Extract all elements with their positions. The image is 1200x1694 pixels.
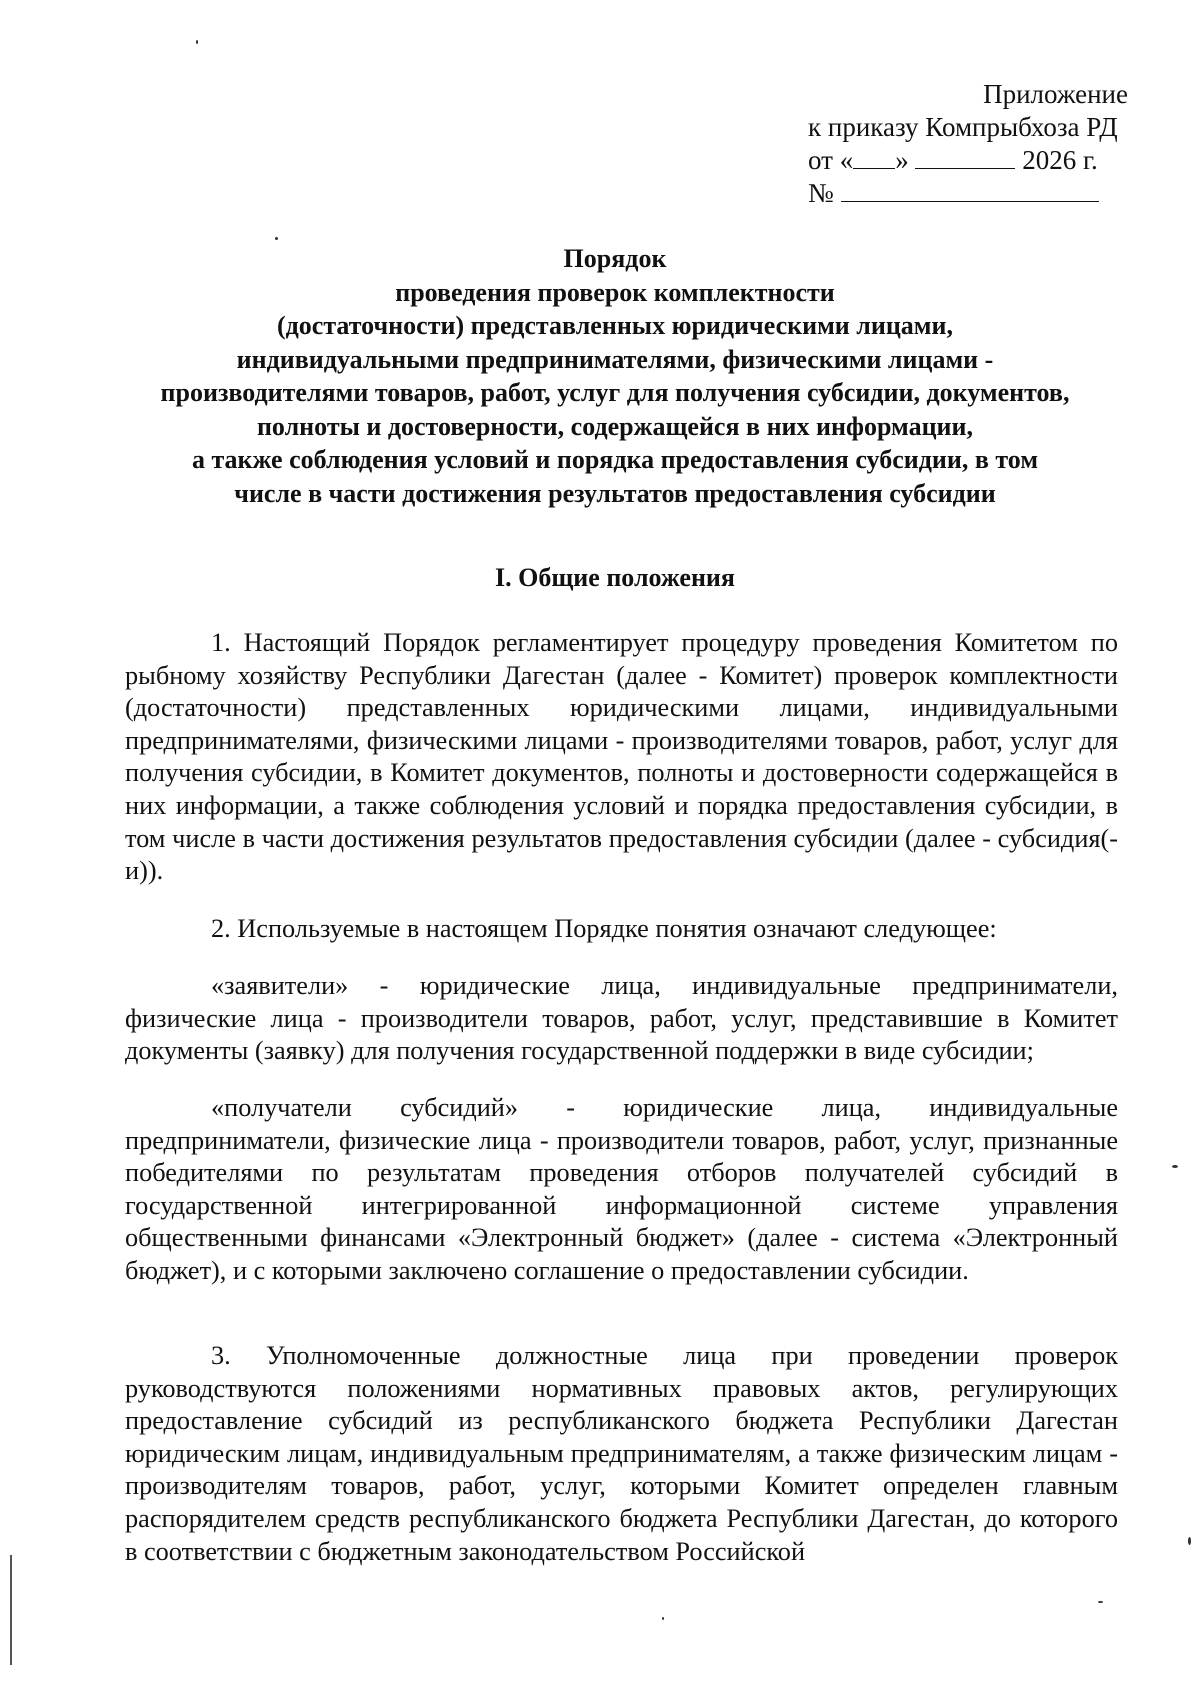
title-line: Порядок bbox=[563, 244, 667, 273]
document-title bbox=[110, 242, 1120, 510]
date-middle: » bbox=[895, 145, 909, 175]
number-blank bbox=[841, 179, 1099, 202]
appendix-header bbox=[808, 78, 1128, 210]
appendix-order-reference: к приказу Компрыбхоза РД bbox=[808, 112, 1118, 142]
month-blank bbox=[915, 146, 1015, 169]
definition-recipients: «получатели субсидий» - юридические лица, индивидуальные предприниматели, физические лица - производители товаров, работ, услуг, признанные победителями по результатам проведения отборов получателей субсидий в государственной интегрированной информационной системе управления общественными финансами «Электронный бюджет» (далее - система «Электронный бюджет), и с которыми заключено соглашение о предоставлении субсидии. bbox=[125, 1093, 1118, 1285]
title-line: проведения проверок комплектности bbox=[395, 277, 835, 307]
title-line: а также соблюдения условий и порядка предоставления субсидии, в том bbox=[191, 445, 1039, 474]
section-heading: I. Общие положения bbox=[495, 563, 735, 592]
appendix-date-line bbox=[808, 144, 1128, 177]
date-prefix: от « bbox=[808, 145, 854, 175]
paragraph-2: 2. Используемые в настоящем Порядке понятия означают следующее: bbox=[211, 914, 997, 943]
appendix-title: Приложение bbox=[983, 79, 1128, 109]
title-line: полноты и достоверности, содержащейся в них информации, bbox=[256, 411, 974, 441]
appendix-number-line bbox=[808, 177, 1128, 210]
paragraph-3: 3. Уполномоченные должностные лица при проведении проверок руководствуются положениями нормативных правовых актов, регулирующих предоставление субсидий из республиканского бюджета Республики Дагестан юридическим лицам, индивидуальным предпринимателям, а также физическим лицам - производителям товаров, работ, услуг, которыми Комитет определен главным распорядителем средств республиканского бюджета Республики Дагестан, до которого в соответствии с бюджетным законодательством Российской bbox=[125, 1341, 1118, 1566]
scan-edge-line bbox=[10, 1555, 12, 1665]
title-line: числе в части достижения результатов предоставления субсидии bbox=[234, 478, 996, 508]
number-sign: № bbox=[808, 178, 834, 208]
paragraph-1: 1. Настоящий Порядок регламентирует процедуру проведения Комитетом по рыбному хозяйству Республики Дагестан (далее - Комитет) проверок комплектности (достаточности) представленных юридическими лицами, индивидуальными предпринимателями, физическими лицами - производителями товаров, работ, услуг для получения субсидии, в Комитет документов, полноты и достоверности содержащейся в них информации, а также соблюдения условий и порядка предоставления субсидии, в том числе в части достижения результатов предоставления субсидии (далее - субсидия(-и)). bbox=[125, 628, 1118, 886]
title-line: индивидуальными предпринимателями, физическими лицами - bbox=[236, 344, 994, 374]
title-line: производителями товаров, работ, услуг для получения субсидии, документов, bbox=[160, 378, 1070, 407]
title-line: (достаточности) представленных юридическими лицами, bbox=[276, 311, 953, 340]
date-year: 2026 г. bbox=[1022, 145, 1098, 175]
day-blank bbox=[853, 146, 895, 169]
definition-applicants: «заявители» - юридические лица, индивидуальные предприниматели, физические лица - производители товаров, работ, услуг, представившие в Комитет документы (заявку) для получения государственной поддержки в виде субсидии; bbox=[125, 971, 1118, 1066]
